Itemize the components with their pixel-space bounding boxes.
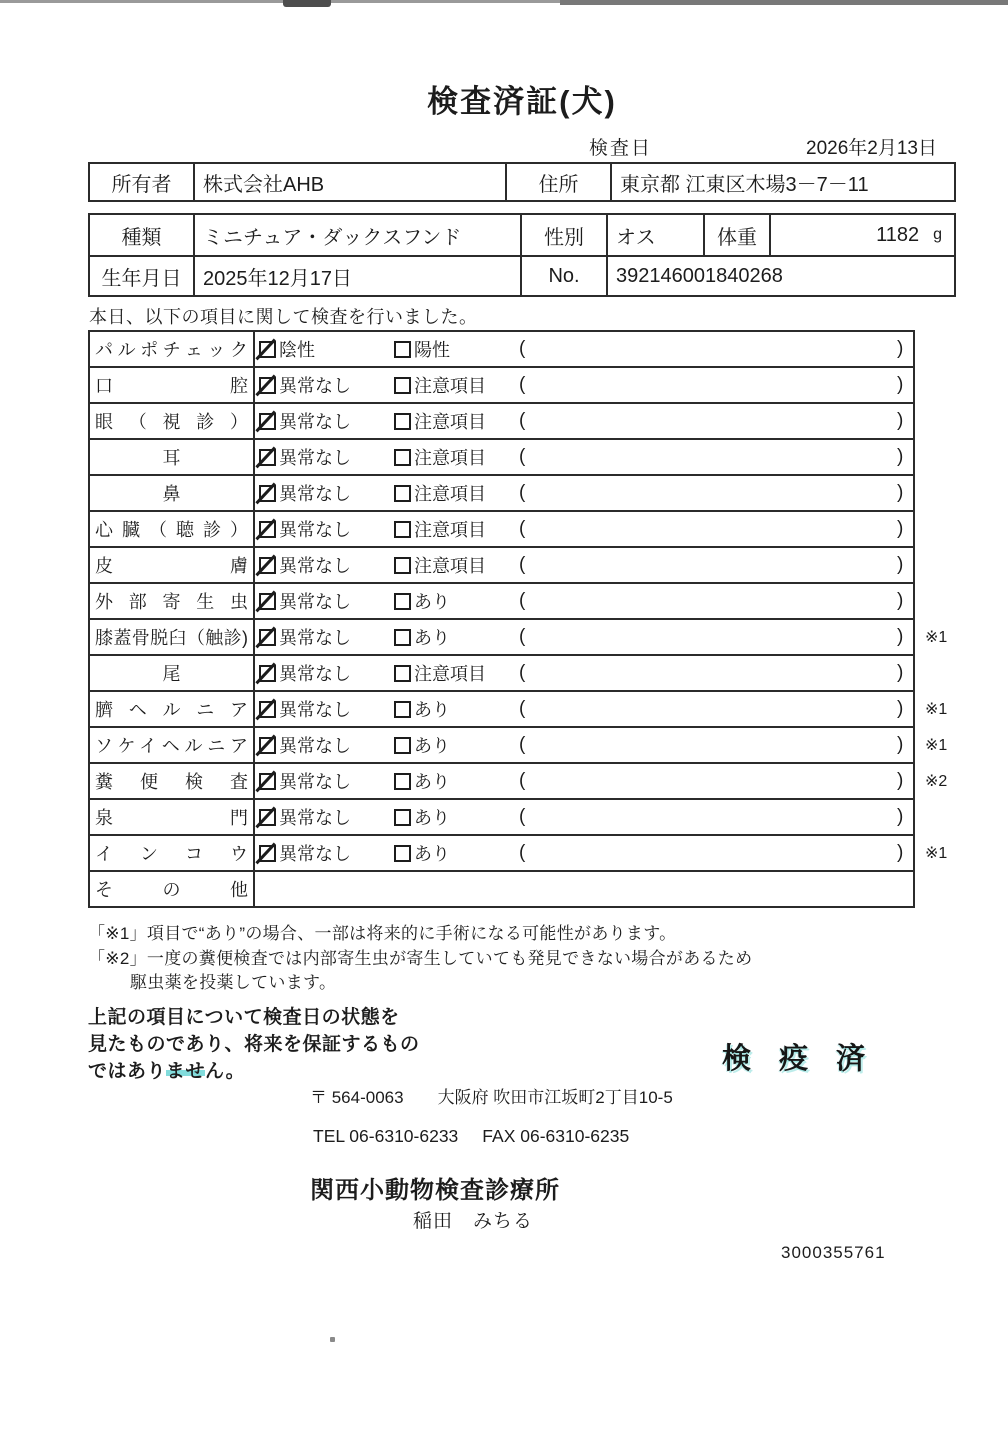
remarks-paren-open: ( xyxy=(519,734,526,755)
option1-label: 異常なし xyxy=(279,808,351,828)
remarks-paren-open: ( xyxy=(519,338,526,359)
remarks-paren-close: ) xyxy=(897,518,904,539)
option1-label: 異常なし xyxy=(279,628,351,648)
result-option-1 xyxy=(259,804,351,830)
exam-item-label-cell xyxy=(90,728,255,762)
exam-result-cell xyxy=(255,476,913,510)
checkbox-icon xyxy=(394,485,411,502)
page-title: 検査済証(犬) xyxy=(427,84,617,119)
remarks-paren-close: ) xyxy=(897,554,904,575)
remarks-paren-open: ( xyxy=(519,554,526,575)
option1-label: 陰性 xyxy=(279,340,315,360)
checkbox-icon xyxy=(259,593,276,610)
checkbox-icon xyxy=(259,629,276,646)
owner-value: 株式会社AHB xyxy=(193,164,505,200)
result-option-1 xyxy=(259,768,351,794)
result-option-2 xyxy=(394,732,450,758)
note-mark: ※2 xyxy=(925,773,948,790)
inspection-date-value: 2026年2月13日 xyxy=(806,138,937,159)
exam-row xyxy=(90,546,913,582)
tel-number: TEL 06-6310-6233 xyxy=(313,1126,459,1146)
checkbox-icon xyxy=(259,809,276,826)
exam-item-label: ソケイヘルニア xyxy=(95,736,248,756)
result-option-2 xyxy=(394,372,486,398)
checkbox-icon xyxy=(259,737,276,754)
option2-label: 注意項目 xyxy=(414,556,486,576)
footnote-2: 「※2」一度の糞便検査では内部寄生虫が寄生していても発見できない場合があるため xyxy=(88,948,753,968)
exam-row xyxy=(90,798,913,834)
exam-result-cell xyxy=(255,872,913,906)
exam-row xyxy=(90,618,948,654)
birth-value: 2025年12月17日 xyxy=(193,255,520,295)
sex-label: 性別 xyxy=(520,215,606,255)
remarks-paren-open: ( xyxy=(519,770,526,791)
result-option-1 xyxy=(259,408,351,434)
option1-label: 異常なし xyxy=(279,772,351,792)
option1-label: 異常なし xyxy=(279,448,351,468)
remarks-paren-close: ) xyxy=(897,446,904,467)
scan-artifact-blob xyxy=(283,0,331,7)
remarks-paren-close: ) xyxy=(897,590,904,611)
scan-artifact-band-dark xyxy=(560,0,1008,5)
exam-result-cell xyxy=(255,440,913,474)
checkbox-icon xyxy=(394,809,411,826)
option2-label: あり xyxy=(414,808,450,828)
checkbox-icon xyxy=(394,521,411,538)
option2-label: 注意項目 xyxy=(414,520,486,540)
checkbox-icon xyxy=(259,485,276,502)
option1-label: 異常なし xyxy=(279,556,351,576)
checkbox-icon xyxy=(259,521,276,538)
remarks-paren-open: ( xyxy=(519,410,526,431)
weight-value: 1182 xyxy=(876,223,920,246)
checkbox-icon xyxy=(394,737,411,754)
result-option-2 xyxy=(394,516,486,542)
checkbox-icon xyxy=(259,701,276,718)
exam-item-label: 耳 xyxy=(162,448,181,468)
exam-item-label-cell xyxy=(90,692,255,726)
remarks-paren-close: ) xyxy=(897,770,904,791)
clinic-tel-line xyxy=(313,1126,629,1147)
checkbox-icon xyxy=(394,773,411,790)
result-option-2 xyxy=(394,840,450,866)
exam-item-label-cell xyxy=(90,584,255,618)
remarks-paren-close: ) xyxy=(897,626,904,647)
exam-result-cell xyxy=(255,836,913,870)
checkbox-icon xyxy=(394,701,411,718)
remarks-paren-close: ) xyxy=(897,662,904,683)
remarks-paren-open: ( xyxy=(519,374,526,395)
exam-item-label: パルポチェック xyxy=(95,340,248,360)
result-option-2 xyxy=(394,804,450,830)
exam-item-label-cell xyxy=(90,800,255,834)
postal-code: 〒 564-0063 xyxy=(310,1088,404,1107)
note-mark: ※1 xyxy=(925,737,948,754)
result-option-2 xyxy=(394,696,450,722)
remarks-paren-close: ) xyxy=(897,842,904,863)
exam-result-cell xyxy=(255,548,913,582)
checkbox-icon xyxy=(259,557,276,574)
option2-label: あり xyxy=(414,844,450,864)
exam-result-cell xyxy=(255,620,913,654)
exam-row xyxy=(90,762,948,798)
option1-label: 異常なし xyxy=(279,376,351,396)
result-option-1 xyxy=(259,552,351,578)
exam-item-label-cell xyxy=(90,440,255,474)
result-option-1 xyxy=(259,372,351,398)
result-option-1 xyxy=(259,444,351,470)
checkbox-icon xyxy=(394,377,411,394)
no-label: No. xyxy=(520,255,606,295)
remarks-paren-open: ( xyxy=(519,842,526,863)
option1-label: 異常なし xyxy=(279,700,351,720)
exam-row xyxy=(90,402,913,438)
statement-line-3-post: ん。 xyxy=(205,1061,246,1082)
remarks-paren-close: ) xyxy=(897,338,904,359)
remarks-paren-open: ( xyxy=(519,626,526,647)
footnote-1: 「※1」項目で“あり”の場合、一部は将来的に手術になる可能性があります。 xyxy=(88,924,677,943)
result-option-1 xyxy=(259,624,351,650)
result-option-1 xyxy=(259,516,351,542)
weight-unit: g xyxy=(933,226,942,243)
exam-item-label: 膝蓋骨脱臼（触診) xyxy=(95,628,248,648)
option1-label: 異常なし xyxy=(279,484,351,504)
option2-label: 注意項目 xyxy=(414,412,486,432)
exam-row xyxy=(90,690,948,726)
exam-row xyxy=(90,726,948,762)
option2-label: あり xyxy=(414,772,450,792)
remarks-paren-open: ( xyxy=(519,518,526,539)
checkbox-icon xyxy=(394,341,411,358)
exam-result-cell xyxy=(255,368,913,402)
option1-label: 異常なし xyxy=(279,520,351,540)
checkbox-icon xyxy=(259,377,276,394)
birth-label: 生年月日 xyxy=(90,255,193,295)
address-label: 住所 xyxy=(505,164,610,200)
note-mark: ※1 xyxy=(925,845,948,862)
exam-row xyxy=(90,870,913,906)
result-option-2 xyxy=(394,408,486,434)
remarks-paren-close: ) xyxy=(897,734,904,755)
checkbox-icon xyxy=(259,665,276,682)
option2-label: 注意項目 xyxy=(414,484,486,504)
remarks-paren-close: ) xyxy=(897,482,904,503)
exam-item-label: 外部寄生虫 xyxy=(95,592,248,612)
exam-table xyxy=(88,330,948,908)
no-value: 392146001840268 xyxy=(606,255,954,295)
result-option-2 xyxy=(394,624,450,650)
option1-label: 異常なし xyxy=(279,412,351,432)
exam-result-cell xyxy=(255,800,913,834)
cyan-highlight: ませ xyxy=(166,1061,206,1082)
exam-item-label-cell xyxy=(90,332,255,366)
exam-item-label: その他 xyxy=(95,880,248,900)
exam-item-label: 皮膚 xyxy=(95,556,248,576)
option1-label: 異常なし xyxy=(279,664,351,684)
remarks-paren-close: ) xyxy=(897,374,904,395)
checkbox-icon xyxy=(259,773,276,790)
exam-item-label-cell xyxy=(90,368,255,402)
exam-row xyxy=(90,834,948,870)
remarks-paren-open: ( xyxy=(519,590,526,611)
checkbox-icon xyxy=(259,449,276,466)
exam-item-label: 泉門 xyxy=(95,808,248,828)
option1-label: 異常なし xyxy=(279,844,351,864)
breed-value: ミニチュア・ダックスフンド xyxy=(193,215,520,255)
checkbox-icon xyxy=(394,593,411,610)
exam-result-cell xyxy=(255,728,913,762)
weight-value-cell xyxy=(769,215,954,255)
exam-item-label: 糞便検査 xyxy=(95,772,248,792)
note-mark: ※1 xyxy=(925,701,948,718)
result-option-1 xyxy=(259,588,351,614)
option2-label: あり xyxy=(414,592,450,612)
exam-item-label-cell xyxy=(90,656,255,690)
checkbox-icon xyxy=(394,665,411,682)
option2-label: あり xyxy=(414,700,450,720)
statement-line-3 xyxy=(88,1058,420,1085)
remarks-paren-close: ) xyxy=(897,806,904,827)
exam-item-label-cell xyxy=(90,404,255,438)
exam-row xyxy=(90,474,913,510)
exam-item-label: 眼（視診） xyxy=(95,412,248,432)
statement-line-3-pre: ではあり xyxy=(88,1061,167,1082)
exam-item-label-cell xyxy=(90,548,255,582)
exam-item-label-cell xyxy=(90,512,255,546)
result-option-2 xyxy=(394,660,486,686)
weight-label: 体重 xyxy=(703,215,769,255)
exam-item-label: インコウ xyxy=(95,844,248,864)
checkbox-icon xyxy=(259,413,276,430)
exam-item-label: 尾 xyxy=(162,664,181,684)
inspection-date-label: 検査日 xyxy=(589,138,653,159)
remarks-paren-open: ( xyxy=(519,482,526,503)
option2-label: 注意項目 xyxy=(414,448,486,468)
remarks-paren-close: ) xyxy=(897,698,904,719)
exam-item-label: 口腔 xyxy=(95,376,248,396)
result-option-2 xyxy=(394,336,450,362)
exam-result-cell xyxy=(255,404,913,438)
remarks-paren-open: ( xyxy=(519,662,526,683)
remarks-paren-open: ( xyxy=(519,698,526,719)
remarks-paren-close: ) xyxy=(897,410,904,431)
exam-result-cell xyxy=(255,764,913,798)
statement-line-2: 見たものであり、将来を保証するもの xyxy=(88,1034,420,1055)
exam-row xyxy=(90,510,913,546)
exam-item-label-cell xyxy=(90,764,255,798)
result-option-1 xyxy=(259,660,351,686)
disclaimer-statement xyxy=(88,1004,420,1085)
result-option-1 xyxy=(259,480,351,506)
statement-line-1: 上記の項目について検査日の状態を xyxy=(88,1007,400,1028)
checkbox-icon xyxy=(259,845,276,862)
result-option-1 xyxy=(259,696,351,722)
exam-item-label: 臍ヘルニア xyxy=(95,700,248,720)
breed-label: 種類 xyxy=(121,226,162,249)
dog-info-table xyxy=(88,213,956,297)
checkbox-icon xyxy=(394,413,411,430)
exam-item-label: 心臓（聴診） xyxy=(95,520,248,540)
remarks-paren-open: ( xyxy=(519,806,526,827)
result-option-2 xyxy=(394,444,486,470)
owner-table xyxy=(88,162,956,202)
quarantine-stamp: 検疫済 xyxy=(722,1043,894,1075)
intro-text: 本日、以下の項目に関して検査を行いました。 xyxy=(89,307,478,327)
sex-value: オス xyxy=(606,215,703,255)
exam-row xyxy=(90,654,913,690)
option2-label: 注意項目 xyxy=(414,664,486,684)
exam-item-label-cell xyxy=(90,620,255,654)
result-option-2 xyxy=(394,588,450,614)
exam-row xyxy=(90,438,913,474)
exam-row xyxy=(90,366,913,402)
clinic-address: 大阪府 吹田市江坂町2丁目10-5 xyxy=(437,1088,673,1107)
footnotes xyxy=(88,922,752,996)
checkbox-icon xyxy=(259,341,276,358)
checkbox-icon xyxy=(394,449,411,466)
examiner-name: 稲田 みちる xyxy=(413,1211,534,1232)
owner-label: 所有者 xyxy=(111,173,172,196)
option2-label: 注意項目 xyxy=(414,376,486,396)
result-option-1 xyxy=(259,336,315,362)
result-option-2 xyxy=(394,768,450,794)
exam-item-label: 鼻 xyxy=(162,484,181,504)
exam-item-label-cell xyxy=(90,872,255,906)
fax-number: FAX 06-6310-6235 xyxy=(482,1126,630,1146)
checkbox-icon xyxy=(394,557,411,574)
option2-label: 陽性 xyxy=(414,340,450,360)
remarks-paren-open: ( xyxy=(519,446,526,467)
scan-artifact-dot xyxy=(330,1337,335,1342)
exam-row xyxy=(90,332,913,366)
serial-number: 3000355761 xyxy=(781,1243,886,1262)
address-value: 東京都 江東区木場3－7－11 xyxy=(610,164,954,200)
exam-item-label-cell xyxy=(90,836,255,870)
option1-label: 異常なし xyxy=(279,736,351,756)
option2-label: あり xyxy=(414,736,450,756)
clinic-address-line xyxy=(310,1083,673,1108)
exam-result-cell xyxy=(255,656,913,690)
result-option-2 xyxy=(394,480,486,506)
result-option-1 xyxy=(259,840,351,866)
exam-item-label-cell xyxy=(90,476,255,510)
checkbox-icon xyxy=(394,629,411,646)
exam-row xyxy=(90,582,913,618)
clinic-name: 関西小動物検査診療所 xyxy=(310,1177,560,1204)
note-mark: ※1 xyxy=(925,629,948,646)
exam-result-cell xyxy=(255,332,913,366)
result-option-2 xyxy=(394,552,486,578)
footnote-2-cont: 駆虫薬を投薬しています。 xyxy=(130,973,337,992)
exam-result-cell xyxy=(255,692,913,726)
option1-label: 異常なし xyxy=(279,592,351,612)
exam-result-cell xyxy=(255,512,913,546)
result-option-1 xyxy=(259,732,351,758)
exam-result-cell xyxy=(255,584,913,618)
checkbox-icon xyxy=(394,845,411,862)
option2-label: あり xyxy=(414,628,450,648)
